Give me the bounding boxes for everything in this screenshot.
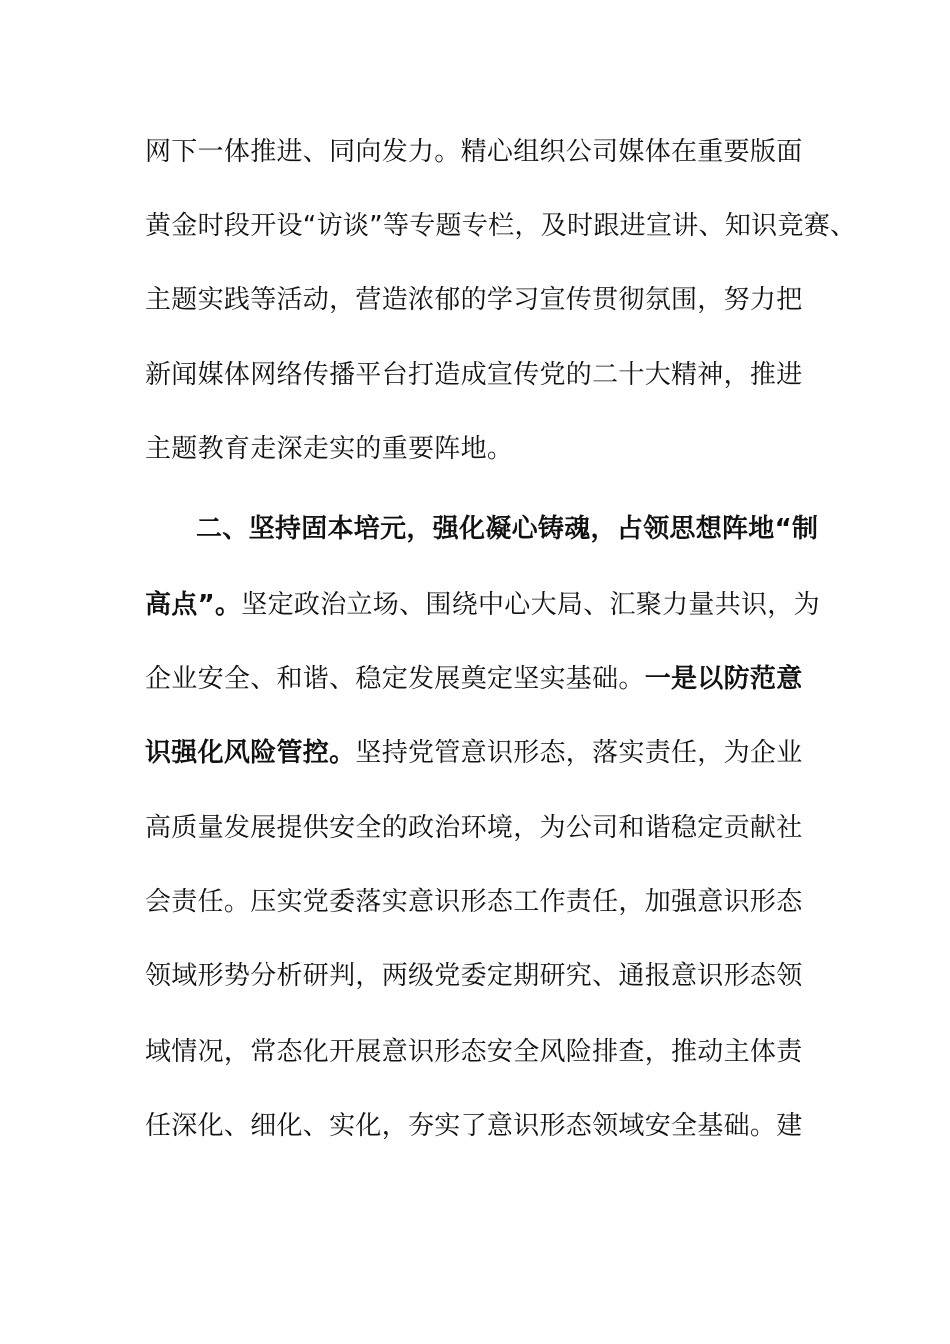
body-text: 坚定政治立场、围绕中心大局、汇聚力量共识，为 bbox=[241, 590, 820, 620]
subheading: 一是以防范意 bbox=[644, 664, 803, 694]
body-text-line bbox=[145, 733, 845, 773]
section-heading: 二、坚持固本培元，强化凝心铸魂，占领思想阵地“制 bbox=[196, 514, 819, 544]
body-text-line: 黄金时段开设“访谈”等专题专栏，及时跟进宣讲、知识竞赛、 bbox=[145, 211, 857, 241]
body-text-line: 主题实践等活动，营造浓郁的学习宣传贯彻氛围，努力把 bbox=[145, 285, 803, 315]
body-text-line: 任深化、细化、实化，夯实了意识形态领域安全基础。建 bbox=[145, 1111, 803, 1141]
body-text-line bbox=[145, 585, 845, 625]
body-text-line: 高质量发展提供安全的政治环境，为公司和谐稳定贡献社 bbox=[145, 813, 803, 843]
body-text: 坚持党管意识形态，落实责任，为企业 bbox=[355, 738, 803, 768]
body-text-line: 主题教育走深走实的重要阵地。 bbox=[145, 434, 514, 464]
body-text-line: 网下一体推进、同向发力。精心组织公司媒体在重要版面 bbox=[145, 137, 803, 167]
subheading: 识强化风险管控。 bbox=[145, 738, 356, 768]
body-text: 企业安全、和谐、稳定发展奠定坚实基础。 bbox=[145, 664, 645, 694]
section-heading-end: 高点”。 bbox=[145, 590, 242, 620]
body-text-line: 领域形势分析研判，两级党委定期研究、通报意识形态领 bbox=[145, 961, 803, 991]
body-text-line bbox=[145, 659, 845, 699]
body-text-line: 新闻媒体网络传播平台打造成宣传党的二十大精神，推进 bbox=[145, 360, 803, 390]
body-text-line: 域情况，常态化开展意识形态安全风险排查，推动主体责 bbox=[145, 1037, 803, 1067]
body-text-line: 会责任。压实党委落实意识形态工作责任，加强意识形态 bbox=[145, 887, 803, 917]
